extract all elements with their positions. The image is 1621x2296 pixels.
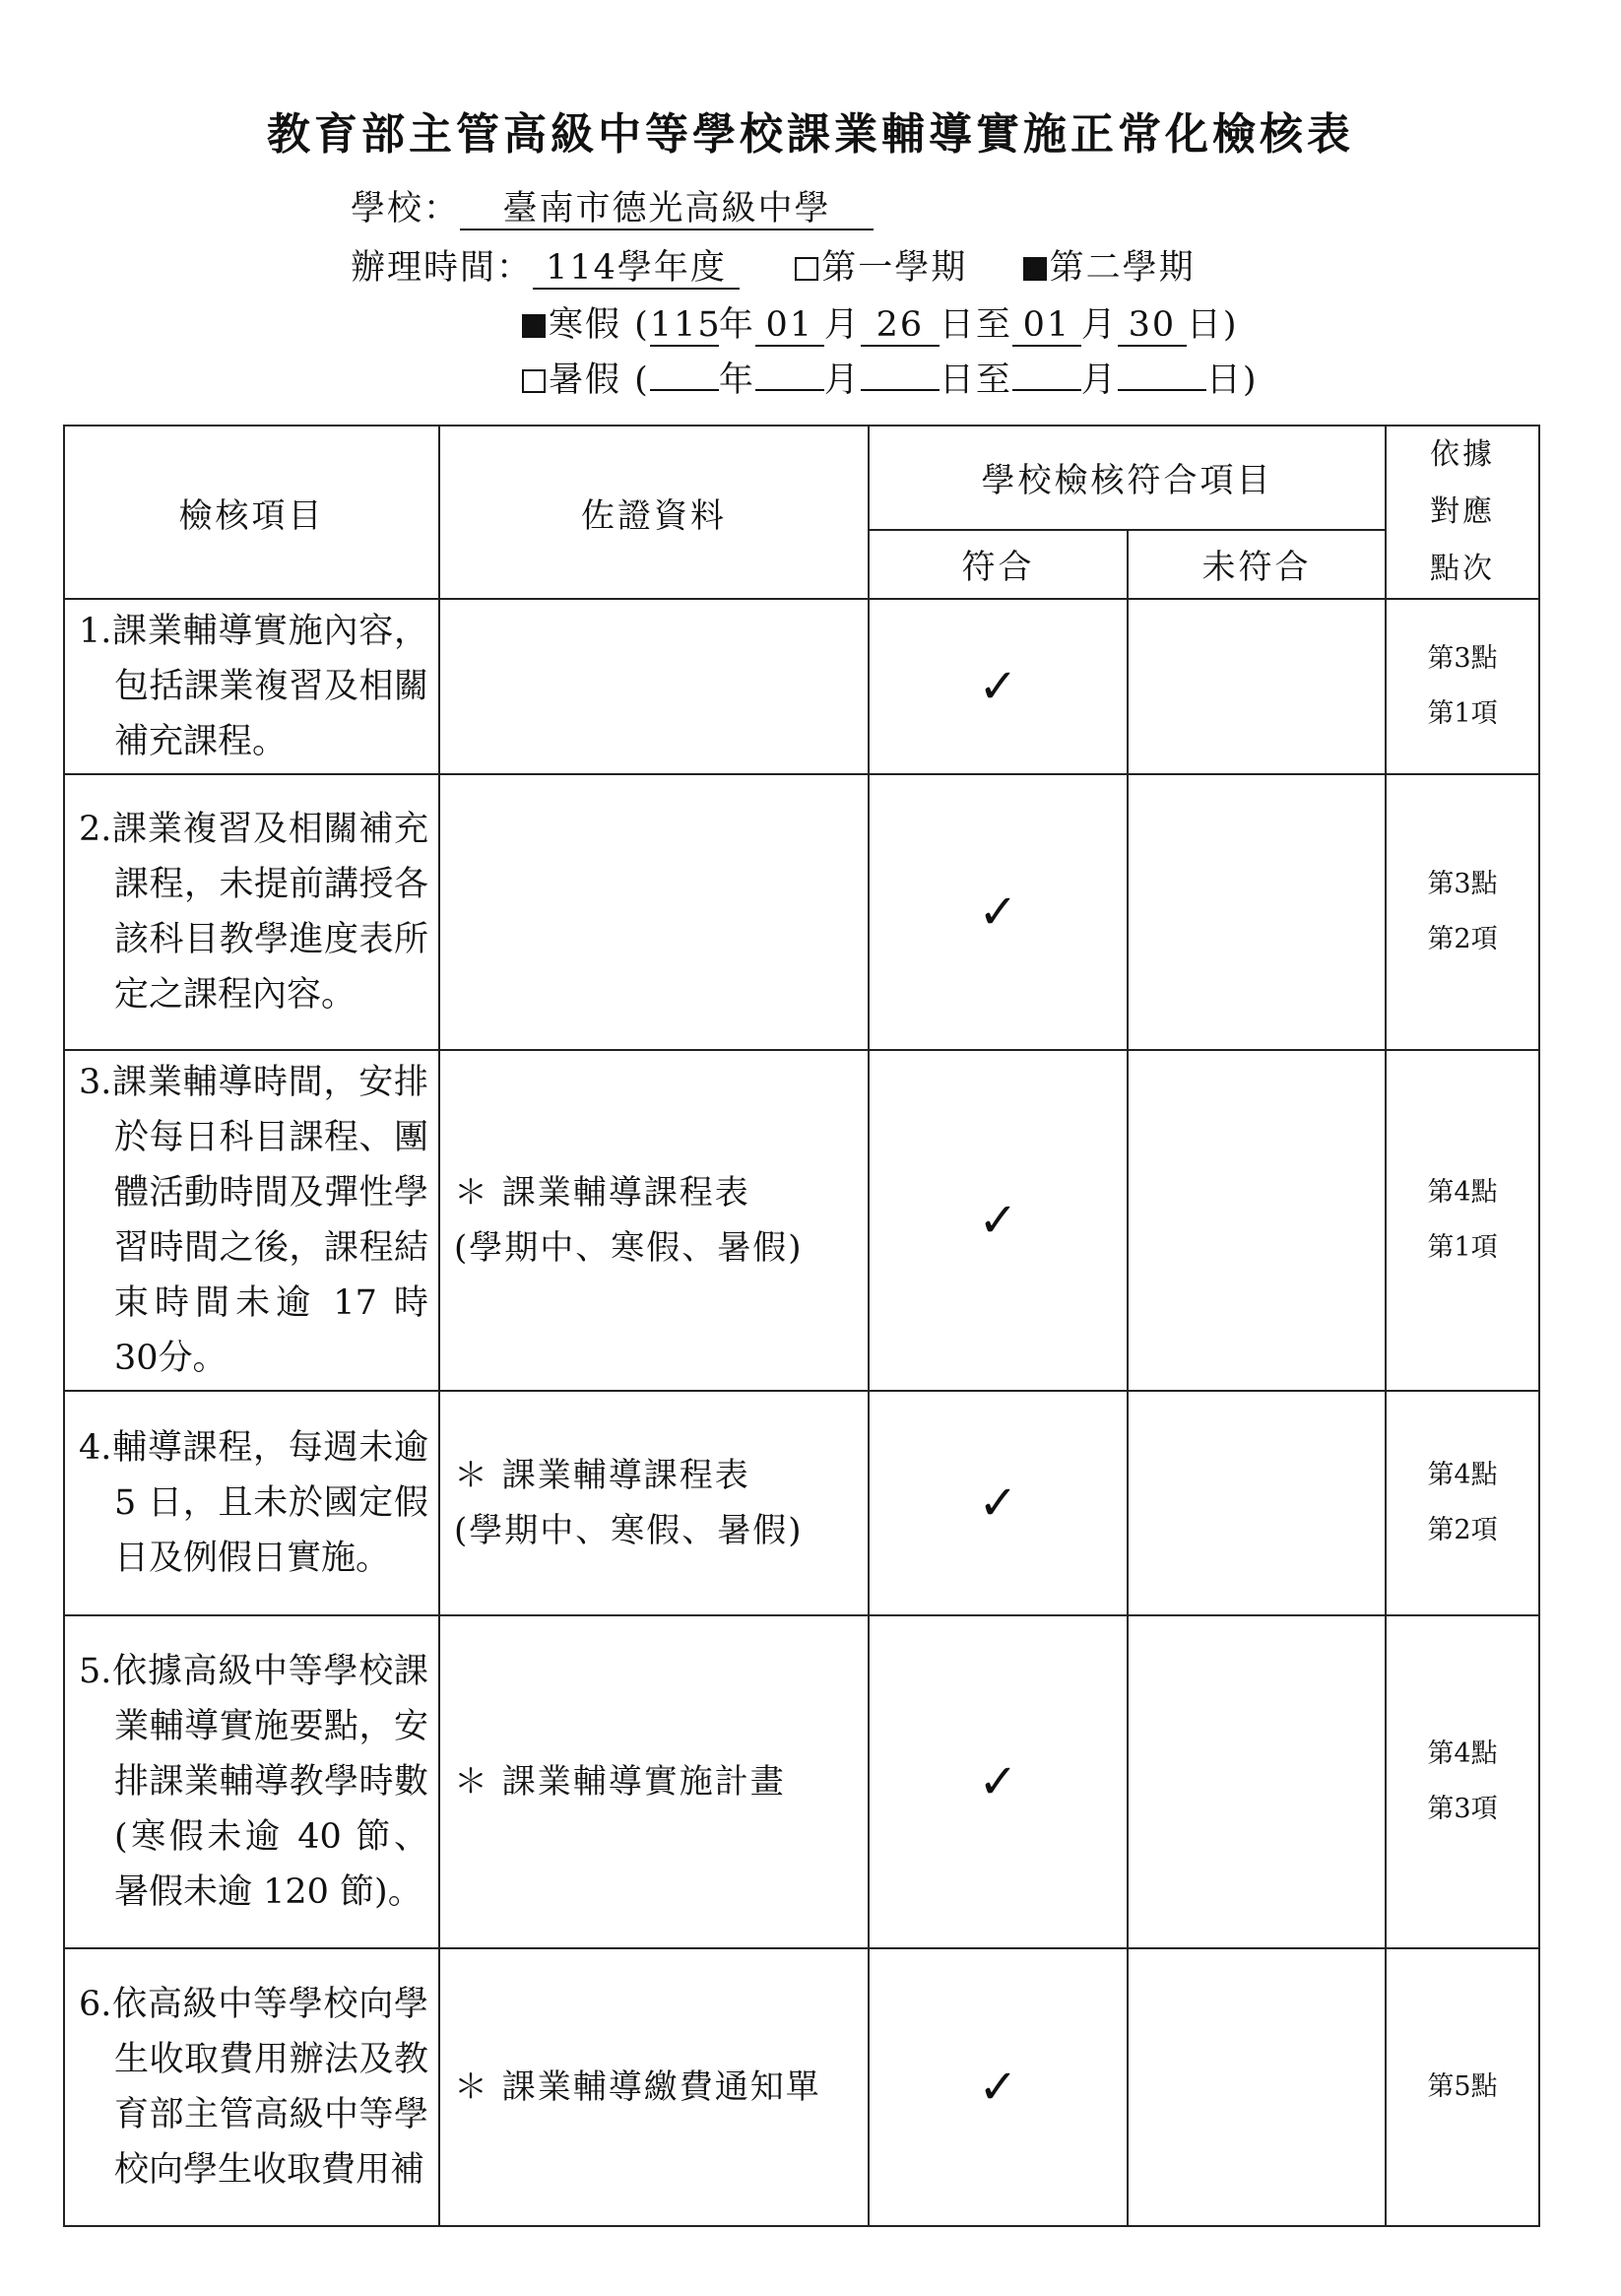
form-title: 教育部主管高級中等學校課業輔導實施正常化檢核表	[267, 109, 1354, 160]
winter-month-unit-2: 月	[1080, 305, 1118, 345]
period-label: 辦理時間：	[351, 248, 534, 288]
fail-cell[interactable]	[1128, 774, 1386, 1050]
table-row	[64, 1615, 1539, 1948]
fail-cell[interactable]	[1128, 1391, 1386, 1615]
evidence-line-1: ＊ 課業輔導課程表	[454, 1456, 750, 1495]
header-basis-line-1: 依據	[1430, 437, 1495, 472]
evidence-cell	[439, 1050, 869, 1391]
ref-cell	[1386, 1948, 1539, 2226]
check-mark-icon: ✓	[978, 659, 1018, 714]
ref-item: 第3項	[1427, 1794, 1498, 1824]
summer-paren-close: )	[1242, 361, 1259, 400]
item-cell	[64, 1391, 439, 1615]
ref-cell	[1386, 1615, 1539, 1948]
header-check: 學校檢核符合項目	[869, 426, 1386, 530]
ref-item: 第1項	[1427, 1232, 1498, 1263]
winter-end-month: 01	[1012, 306, 1081, 347]
header-basis	[1386, 426, 1539, 599]
ref-point: 第3點	[1427, 643, 1498, 674]
winter-label: 寒假	[549, 305, 622, 345]
item-cell	[64, 1050, 439, 1391]
school-line	[351, 181, 874, 230]
item-text: 4.輔導課程，每週未逾 5 日，且未於國定假日及例假日實施。	[79, 1428, 428, 1578]
ref-point: 第5點	[1427, 2071, 1498, 2102]
pass-cell[interactable]	[869, 774, 1128, 1050]
fail-cell[interactable]	[1128, 1050, 1386, 1391]
winter-checkbox[interactable]	[522, 314, 546, 338]
summer-label: 暑假	[549, 361, 622, 400]
ref-item: 第1項	[1427, 698, 1498, 729]
ref-cell	[1386, 1391, 1539, 1615]
table-row	[64, 1050, 1539, 1391]
summer-year-unit: 年	[718, 361, 755, 400]
summer-start-day-blank[interactable]	[861, 389, 940, 391]
evidence-line-2: (學期中、寒假、暑假)	[454, 1228, 804, 1268]
evidence-line-1: ＊ 課業輔導實施計畫	[454, 1762, 786, 1802]
winter-day-unit: 日	[1186, 305, 1223, 345]
item-text: 5.依據高級中等學校課業輔導實施要點，安排課業輔導教學時數(寒假未逾 40 節、暑假未逾 120 節)。	[79, 1652, 428, 1912]
winter-month-unit-1: 月	[823, 305, 861, 345]
item-text: 3.課業輔導時間，安排於每日科目課程、團體活動時間及彈性學習時間之後，課程結束時間未逾 17 時 30分。	[79, 1063, 428, 1378]
evidence-cell	[439, 599, 869, 774]
header-fail: 未符合	[1128, 530, 1386, 599]
summer-to: 日至	[939, 361, 1012, 400]
semester2-checkbox[interactable]	[1023, 257, 1047, 281]
winter-year-unit: 年	[718, 305, 755, 345]
table-row	[64, 1948, 1539, 2226]
summer-paren-open: (	[634, 361, 650, 400]
pass-cell[interactable]	[869, 1948, 1128, 2226]
item-text: 2.課業複習及相關補充課程，未提前講授各該科目教學進度表所定之課程內容。	[79, 810, 428, 1015]
ref-point: 第4點	[1427, 1177, 1498, 1208]
summer-month-unit-1: 月	[823, 361, 861, 400]
summer-end-month-blank[interactable]	[1012, 389, 1081, 391]
check-mark-icon: ✓	[978, 1754, 1018, 1809]
pass-cell[interactable]	[869, 599, 1128, 774]
ref-point: 第4點	[1427, 1738, 1498, 1769]
fail-cell[interactable]	[1128, 1615, 1386, 1948]
check-table	[63, 425, 1540, 2227]
ref-item: 第2項	[1427, 1515, 1498, 1545]
summer-year-blank[interactable]	[650, 389, 719, 391]
winter-start-month: 01	[755, 306, 824, 347]
table-row	[64, 599, 1539, 774]
ref-point: 第4點	[1427, 1460, 1498, 1490]
header-item: 檢核項目	[64, 426, 439, 599]
check-mark-icon: ✓	[978, 2060, 1018, 2115]
winter-paren-close: )	[1222, 305, 1239, 345]
year-value: 114學年度	[533, 249, 740, 290]
semester1-checkbox[interactable]	[795, 257, 818, 281]
winter-to: 日至	[939, 305, 1012, 345]
ref-item: 第2項	[1427, 924, 1498, 954]
summer-day-unit: 日	[1205, 361, 1243, 400]
summer-start-month-blank[interactable]	[755, 389, 824, 391]
evidence-cell	[439, 1948, 869, 2226]
header-basis-line-3: 點次	[1430, 552, 1495, 586]
table-row	[64, 1391, 1539, 1615]
winter-line	[522, 297, 1239, 347]
header-evidence: 佐證資料	[439, 426, 869, 599]
evidence-line-2: (學期中、寒假、暑假)	[454, 1511, 804, 1550]
evidence-cell	[439, 1391, 869, 1615]
winter-end-day: 30	[1118, 306, 1187, 347]
evidence-line-1: ＊ 課業輔導課程表	[454, 1173, 750, 1213]
ref-cell	[1386, 599, 1539, 774]
ref-point: 第3點	[1427, 869, 1498, 899]
check-mark-icon: ✓	[978, 885, 1018, 940]
school-label: 學校：	[351, 189, 461, 229]
table-row	[64, 774, 1539, 1050]
fail-cell[interactable]	[1128, 1948, 1386, 2226]
ref-cell	[1386, 774, 1539, 1050]
header-basis-line-2: 對應	[1430, 494, 1495, 529]
pass-cell[interactable]	[869, 1391, 1128, 1615]
summer-end-day-blank[interactable]	[1118, 389, 1206, 391]
check-mark-icon: ✓	[978, 1476, 1018, 1531]
fail-cell[interactable]	[1128, 599, 1386, 774]
summer-checkbox[interactable]	[522, 369, 546, 393]
summer-month-unit-2: 月	[1080, 361, 1118, 400]
item-text: 6.依高級中等學校向學生收取費用辦法及教育部主管高級中等學校向學生收取費用補	[79, 1985, 428, 2190]
pass-cell[interactable]	[869, 1050, 1128, 1391]
semester2-label: 第二學期	[1049, 248, 1196, 288]
winter-paren-open: (	[634, 305, 650, 345]
item-cell	[64, 1948, 439, 2226]
summer-line	[522, 353, 1259, 402]
evidence-line-1: ＊ 課業輔導繳費通知單	[454, 2067, 821, 2107]
pass-cell[interactable]	[869, 1615, 1128, 1948]
winter-year: 115	[649, 305, 722, 345]
item-cell	[64, 774, 439, 1050]
period-line	[351, 240, 1196, 290]
item-text: 1.課業輔導實施內容，包括課業複習及相關補充課程。	[79, 612, 428, 761]
evidence-cell	[439, 1615, 869, 1948]
check-mark-icon: ✓	[978, 1193, 1018, 1248]
winter-start-day: 26	[861, 306, 940, 347]
header-pass: 符合	[869, 530, 1128, 599]
ref-cell	[1386, 1050, 1539, 1391]
school-value: 臺南市德光高級中學	[460, 190, 874, 230]
item-cell	[64, 599, 439, 774]
evidence-cell	[439, 774, 869, 1050]
semester1-label: 第一學期	[821, 248, 968, 288]
item-cell	[64, 1615, 439, 1948]
